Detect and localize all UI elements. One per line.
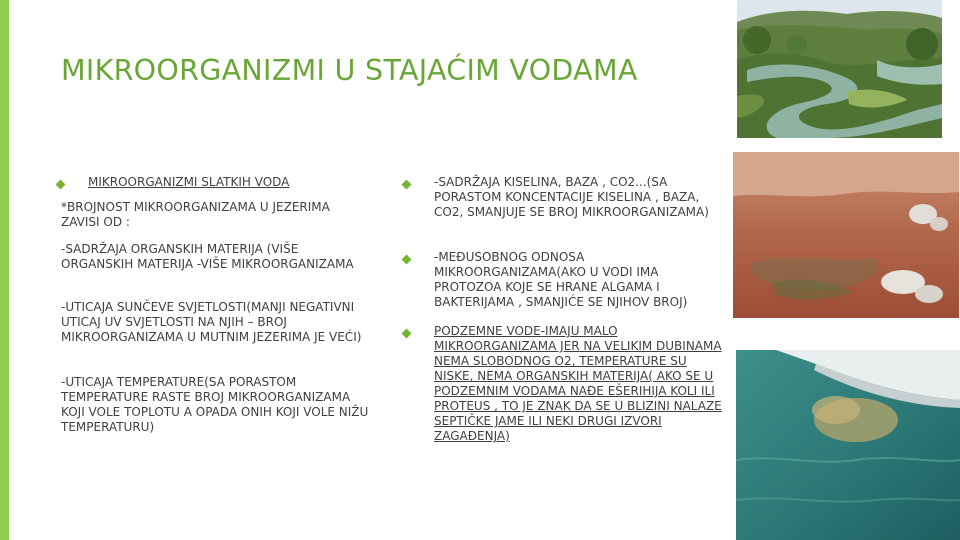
red-mud-shore-photo <box>733 152 959 318</box>
slide-title: MIKROORGANIZMI U STAJAĆIM VODAMA <box>61 54 638 87</box>
left-paragraph-1: *BROJNOST MIKROORGANIZAMA U JEZERIMA ZAVISI OD : <box>61 200 330 229</box>
lake-landscape-photo <box>737 0 942 138</box>
diamond-bullet-icon <box>402 255 412 265</box>
right-bullet-3: PODZEMNE VODE-IMAJU MALO MIKROORGANIZAMA JER NA VELIKIM DUBINAMA NEMA SLOBODNOG O2, TEMPERATURE SU NISKE, NEMA ORGANSKIH MATERIJA( AKO SE U PODZEMNIM VODAMA NAĐE EŠERIHIJA KOLI ILI PROTEUS , TO JE ZNAK DA SE U BLIZINI NALAZE SEPTIČKE JAME ILI NEKI DRUGI IZVORI ZAGAĐENJA) <box>434 324 722 443</box>
diamond-bullet-icon <box>402 180 412 190</box>
right-bullet-1: -SADRŽAJA KISELINA, BAZA , CO2...(SA PORASTOM KONCENTACIJE KISELINA , BAZA, CO2, SMANJUJE SE BROJ MIKROORGANIZAMA) <box>434 175 709 219</box>
right-bullet-2: -MEĐUSOBNOG ODNOSA MIKROORGANIZAMA(AKO U VODI IMA PROTOZOA KOJE SE HRANE ALGAMA I BAKTERIJAMA , SMANJIĆE SE NJIHOV BROJ) <box>434 250 688 309</box>
left-heading: MIKROORGANIZMI SLATKIH VODA <box>88 175 290 189</box>
left-paragraph-4: -UTICAJA TEMPERATURE(SA PORASTOM TEMPERATURE RASTE BROJ MIKROORGANIZAMA KOJI VOLE TOPLOTU A OPADA ONIH KOJI VOLE NIŽU TEMPERATURU) <box>61 375 369 434</box>
slide-accent-bar <box>0 0 9 540</box>
left-paragraph-3: -UTICAJA SUNČEVE SVJETLOSTI(MANJI NEGATIVNI UTICAJ UV SVJETLOSTI NA NJIH – BROJ MIKROORGANIZAMA U MUTNIM JEZERIMA JE VEĆI) <box>61 300 362 344</box>
diamond-bullet-icon <box>56 180 66 190</box>
green-water-boat-photo <box>736 350 960 540</box>
diamond-bullet-icon <box>402 329 412 339</box>
left-paragraph-2: -SADRŽAJA ORGANSKIH MATERIJA (VIŠE ORGANSKIH MATERIJA -VIŠE MIKROORGANIZAMA <box>61 242 354 271</box>
